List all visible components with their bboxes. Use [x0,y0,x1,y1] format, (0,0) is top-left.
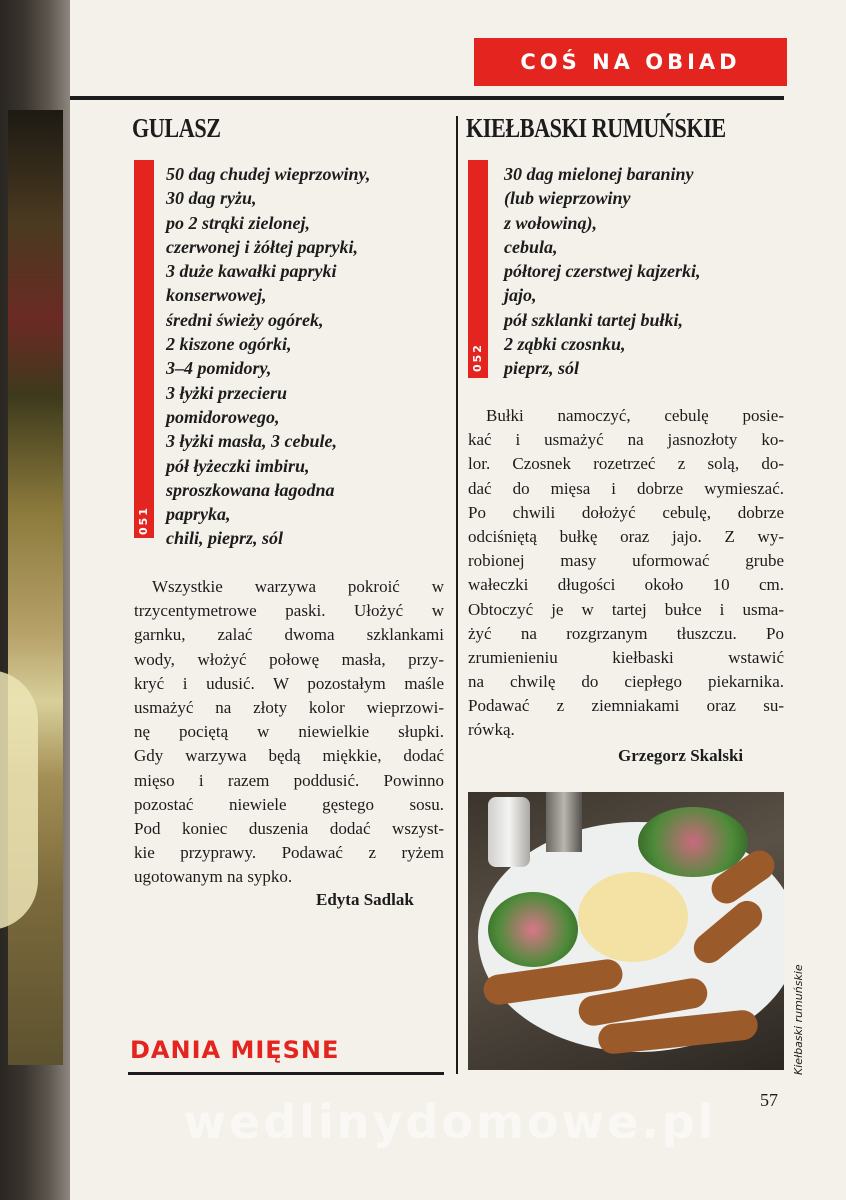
ingredient-item: 50 dag chudej wieprzowiny, [166,164,371,184]
instruction-line: dać do mięsa i dobrze wymieszać. [468,478,784,498]
column-divider [456,116,458,1074]
category-header: COŚ NA OBIAD [474,38,787,86]
header-rule [70,96,784,100]
instruction-line: na chwilę do ciepłego piekarnika. [468,672,784,692]
ingredient-item: 30 dag ryżu, [166,188,257,209]
ingredient-item: średni świeży ogórek, [166,309,324,330]
instruction-line: wałeczki długości około 10 cm. [468,575,784,595]
ingredient-item: papryka, [166,504,231,525]
ingredient-item: konserwowej, [166,285,267,306]
section-title: DANIA MIĘSNE [130,1036,340,1064]
recipe-author: Edyta Sadlak [316,890,414,909]
instruction-line: ugotowanym na sypko. [134,867,293,887]
ingredient-item: sproszkowana łagodna [166,479,335,500]
instruction-line: kać i usmażyć na jasnozłoty ko- [468,430,784,450]
ingredient-item: 3 łyżki przecieru [166,382,287,403]
ingredient-item: 3 łyżki masła, 3 cebule, [166,431,337,452]
ingredient-item: chili, pieprz, sól [166,528,284,549]
salt-shaker-image [488,797,530,867]
instruction-line: rówką. [468,720,515,740]
recipe-title-kielbaski: KIEŁBASKI RUMUŃSKIE [466,113,726,143]
ingredient-item: pomidorowego, [166,406,280,427]
ingredient-item: 30 dag mielonej baraniny [504,164,694,184]
instruction-line: robionej masy uformować grube [468,551,784,571]
ingredient-item: 3 duże kawałki papryki [166,261,337,282]
instruction-line: Pod koniec duszenia dodać wszyst- [134,818,444,838]
ingredient-item: 2 ząbki czosnku, [504,334,626,355]
instruction-line: lor. Czosnek rozetrzeć z solą, do- [468,454,784,474]
ingredient-item: pieprz, sól [504,358,580,379]
instruction-line: pozostać niewiele gęstego sosu. [134,794,444,814]
instruction-line: Wszystkie warzywa pokroić w [152,577,444,596]
ingredient-list [166,162,370,551]
ingredient-item: pół łyżeczki imbiru, [166,455,310,476]
recipe-number: 052 [471,343,484,372]
rice-image [578,872,688,962]
recipe-author: Grzegorz Skalski [618,746,744,765]
instruction-line: kie przyprawy. Podawać z ryżem [134,843,444,863]
ingredient-item: po 2 strąki zielonej, [166,212,311,233]
instruction-line: Gdy warzywa będą miękkie, dodać [134,746,444,766]
instruction-line: trzycentymetrowe paski. Ułożyć w [134,601,444,621]
instruction-line: mięso i razem poddusić. Powinno [134,770,444,790]
salad-image [488,892,578,967]
instruction-line: Obtoczyć je w tartej bułce i usma- [468,599,784,619]
photo-caption: Kiełbaski rumuńskie [792,964,805,1075]
previous-page-photo [8,110,63,1065]
ingredient-item: 2 kiszone ogórki, [166,334,292,355]
instruction-line: Bułki namoczyć, cebulę posie- [486,406,784,425]
ingredient-item: (lub wieprzowiny [504,188,631,209]
instructions-text [134,575,444,889]
ingredient-list [504,162,701,381]
instruction-line: odciśniętą bułkę oraz jajo. Z wy- [468,526,784,546]
instruction-line: wody, włożyć połowę masła, przy- [134,649,444,669]
ingredient-item: 3–4 pomidory, [166,358,272,379]
ingredient-item: z wołowiną), [504,212,598,233]
dish-photo [468,792,784,1070]
instruction-line: usmażyć na złoty kolor wieprzowi- [134,697,444,717]
book-page [70,0,846,1200]
instruction-line: Po chwili dołożyć cebulę, dobrze [468,502,784,522]
section-rule [128,1072,444,1075]
instruction-line: zrumienieniu kiełbaski wstawić [468,647,784,667]
instruction-line: Podawać z ziemniakami oraz su- [468,696,784,716]
ingredient-item: pół szklanki tartej bułki, [504,309,684,330]
recipe-number: 051 [137,506,150,535]
ingredient-item: jajo, [504,285,537,306]
recipe-title-gulasz: GULASZ [132,113,221,143]
ingredient-item: czerwonej i żółtej papryki, [166,236,358,257]
pepper-mill-image [546,792,582,852]
watermark-text: wedlinydomowe.pl [183,1095,717,1149]
ingredient-item: cebula, [504,236,558,257]
page-number: 57 [760,1090,778,1110]
instructions-text [468,404,784,743]
instruction-line: nę pociętą w niewielkie słupki. [134,722,444,742]
instruction-line: żyć na rozgrzanym tłuszczu. Po [468,623,784,643]
ingredient-item: półtorej czerstwej kajzerki, [504,261,701,282]
recipe-number-bar [134,160,154,538]
instruction-line: kryć i udusić. W pozostałym maśle [134,673,444,693]
instruction-line: garnku, zalać dwoma szklankami [134,625,444,645]
